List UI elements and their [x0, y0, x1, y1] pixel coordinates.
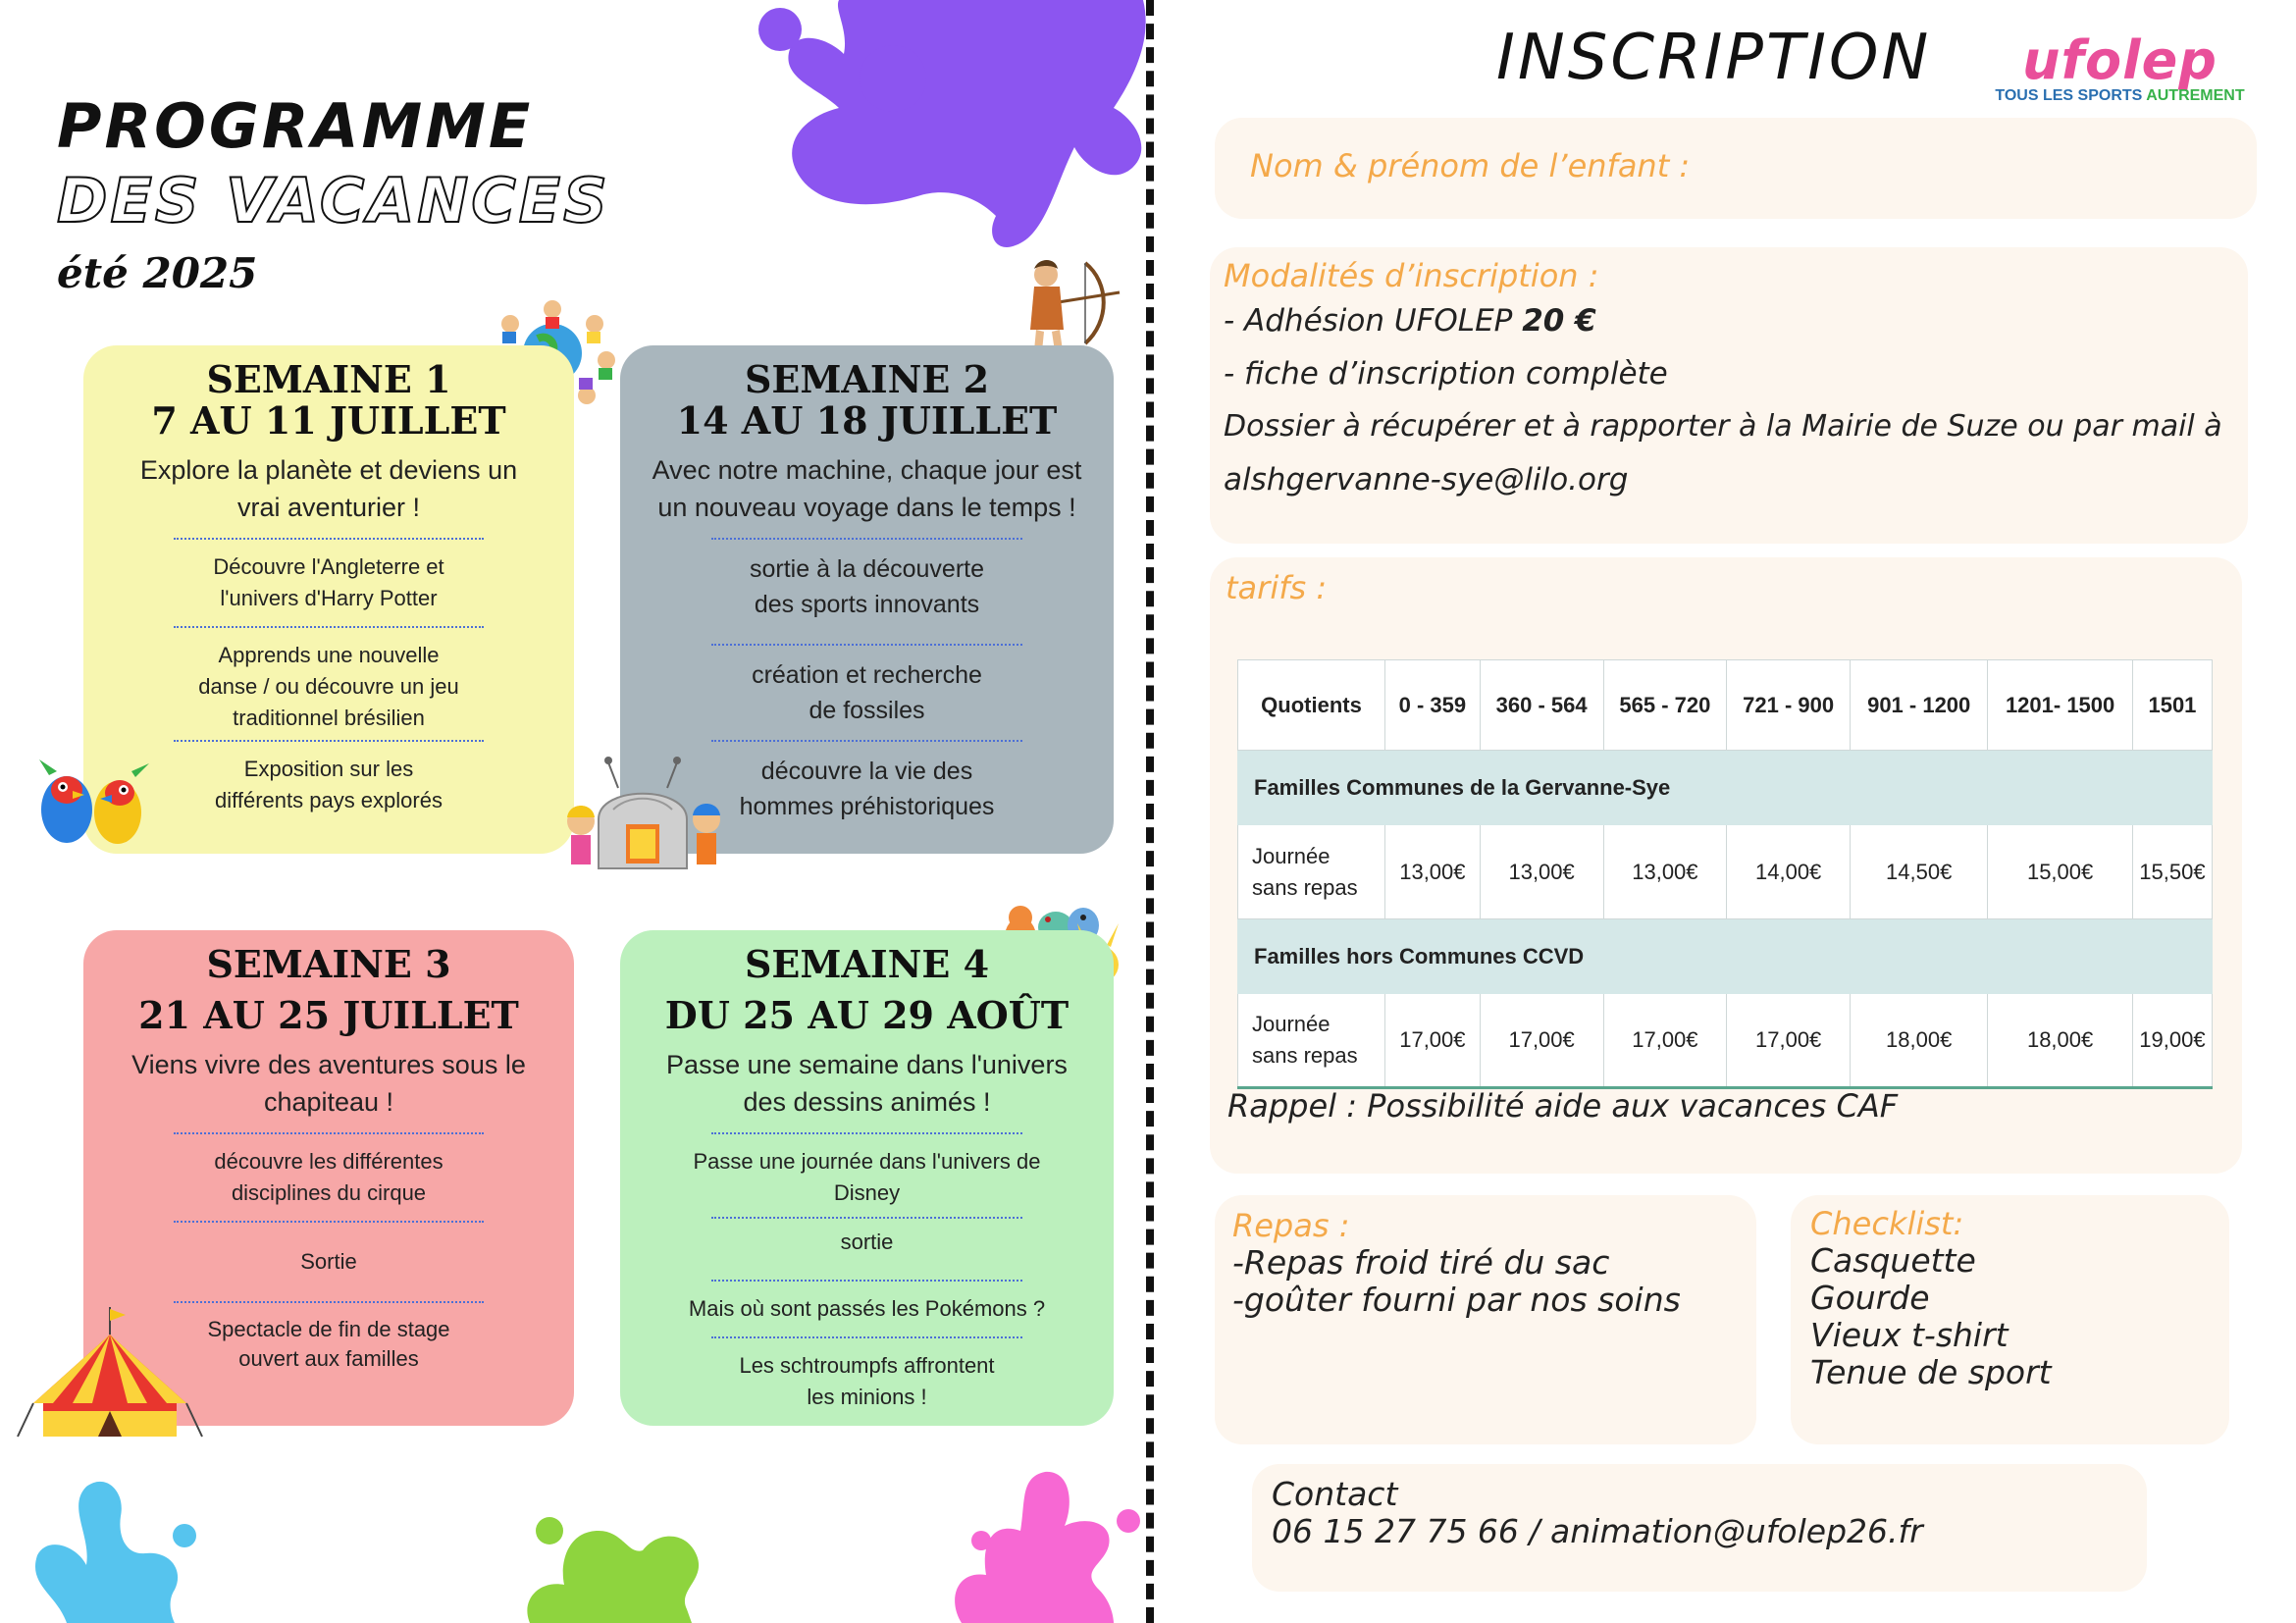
splash-blue-icon	[27, 1477, 214, 1623]
week-title: SEMAINE 2	[744, 357, 990, 401]
price-cell: 18,00€	[1851, 994, 1988, 1088]
week-dates: 14 AU 18 JUILLET	[676, 398, 1058, 443]
child-name-panel[interactable]	[1215, 118, 2257, 219]
separator	[711, 1280, 1023, 1282]
price-cell: 14,50€	[1851, 825, 1988, 919]
week-intro: Passe une semaine dans l'univers des dessins animés !	[666, 1050, 1068, 1117]
table-header-row	[1238, 660, 2213, 751]
group-name: Familles hors Communes CCVD	[1238, 919, 2213, 994]
row-label	[1238, 994, 1385, 1088]
adhesion-price: 20 €	[1522, 303, 1596, 339]
week-activity: découvre la vie des hommes préhistoriques	[739, 758, 995, 820]
price-cell: 17,00€	[1385, 994, 1481, 1088]
separator	[174, 626, 484, 628]
price-cell: 14,00€	[1727, 825, 1851, 919]
table-header: 1501	[2132, 660, 2212, 751]
contact-email-link[interactable]: alshgervanne-sye@lilo.org	[1224, 462, 1629, 497]
program-year: été 2025	[57, 249, 258, 297]
week-dates: DU 25 AU 29 AOÛT	[664, 993, 1070, 1037]
price-cell: 13,00€	[1480, 825, 1603, 919]
contact-label: Contact	[1272, 1475, 1398, 1513]
separator	[174, 1301, 484, 1303]
separator	[174, 538, 484, 540]
row-label	[1238, 825, 1385, 919]
week-activity: Spectacle de fin de stage ouvert aux familles	[207, 1317, 450, 1371]
week-title: SEMAINE 4	[744, 942, 990, 986]
separator	[711, 1336, 1023, 1338]
repas-line: -Repas froid tiré du sac	[1232, 1243, 1610, 1282]
tarifs-panel	[1210, 557, 2242, 1174]
checklist-item: Tenue de sport	[1810, 1353, 2052, 1391]
repas-panel	[1215, 1195, 1756, 1444]
table-header: 0 - 359	[1385, 660, 1481, 751]
modalites-line: - fiche d’inscription complète	[1224, 356, 1668, 392]
circus-tent-icon	[14, 1305, 206, 1442]
price-cell: 15,50€	[2132, 825, 2212, 919]
splash-green-icon	[510, 1492, 726, 1623]
table-group-row	[1238, 919, 2213, 994]
week-activity: Passe une journée dans l'univers de Disney	[693, 1149, 1041, 1205]
row-label-line: Journée	[1252, 1012, 1331, 1036]
week-activity: Découvre l'Angleterre et l'univers d'Harry Potter	[213, 554, 444, 610]
modalites-line: Dossier à récupérer et à rapporter à la Mairie de Suze ou par mail à	[1224, 409, 2222, 444]
price-cell: 17,00€	[1727, 994, 1851, 1088]
table-header: Quotients	[1238, 660, 1385, 751]
child-name-label: Nom & prénom de l’enfant :	[1250, 147, 1691, 184]
row-label-line: Journée	[1252, 843, 1331, 868]
week-card-1	[83, 345, 574, 854]
modalites-label: Modalités d’inscription :	[1224, 257, 1599, 294]
week-intro: Avec notre machine, chaque jour est un nouveau voyage dans le temps !	[652, 455, 1082, 522]
separator	[711, 538, 1023, 540]
price-cell: 15,00€	[1988, 825, 2133, 919]
week-activity: Les schtroumpfs affrontent les minions !	[739, 1353, 995, 1409]
adhesion-text: - Adhésion UFOLEP	[1224, 303, 1523, 339]
table-header: 360 - 564	[1480, 660, 1603, 751]
group-name: Familles Communes de la Gervanne-Sye	[1238, 751, 2213, 825]
logo-tagline-a: TOUS LES SPORTS	[1995, 87, 2143, 104]
separator	[711, 740, 1023, 742]
week-activity: Mais où sont passés les Pokémons ?	[688, 1296, 1046, 1321]
table-header: 721 - 900	[1727, 660, 1851, 751]
time-machine-icon	[559, 741, 726, 888]
week-intro: Explore la planète et deviens un vrai aventurier !	[139, 455, 518, 522]
table-group-row	[1238, 751, 2213, 825]
price-cell: 17,00€	[1603, 994, 1727, 1088]
checklist-item: Vieux t-shirt	[1810, 1316, 2009, 1354]
repas-label: Repas :	[1232, 1207, 1350, 1244]
modalites-panel	[1210, 247, 2248, 544]
price-cell: 17,00€	[1480, 994, 1603, 1088]
week-card-4	[620, 930, 1114, 1426]
checklist-item: Gourde	[1810, 1279, 1930, 1317]
row-label-line: sans repas	[1252, 874, 1358, 900]
splash-purple-icon	[721, 0, 1153, 265]
week-intro: Viens vivre des aventures sous le chapiteau !	[131, 1050, 526, 1117]
week-activity: sortie à la découverte des sports innovants	[749, 555, 985, 618]
table-header: 1201- 1500	[1988, 660, 2133, 751]
program-subtitle: DES VACANCES	[57, 165, 610, 236]
tarifs-label: tarifs :	[1226, 569, 1328, 606]
table-row	[1238, 825, 2213, 919]
separator	[174, 740, 484, 742]
price-cell: 19,00€	[2132, 994, 2212, 1088]
contact-line[interactable]: 06 15 27 75 66 / animation@ufolep26.fr	[1272, 1512, 1923, 1550]
ufolep-logo	[1980, 29, 2260, 105]
table-header: 901 - 1200	[1851, 660, 1988, 751]
week-dates: 21 AU 25 JUILLET	[138, 993, 519, 1037]
splash-pink-icon	[942, 1462, 1148, 1623]
repas-line: -goûter fourni par nos soins	[1232, 1281, 1681, 1319]
week-title: SEMAINE 3	[206, 942, 451, 986]
separator	[711, 1217, 1023, 1219]
price-cell: 13,00€	[1385, 825, 1481, 919]
parrots-icon	[29, 756, 157, 864]
checklist-label: Checklist:	[1810, 1205, 1964, 1242]
checklist-panel	[1791, 1195, 2229, 1444]
separator	[711, 1132, 1023, 1134]
separator	[711, 644, 1023, 646]
table-header: 565 - 720	[1603, 660, 1727, 751]
modalites-line	[1224, 294, 2234, 347]
tarifs-table	[1237, 659, 2213, 1089]
week-activity: Exposition sur les différents pays explorés	[215, 757, 443, 812]
week-activity: découvre les différentes disciplines du cirque	[214, 1149, 444, 1205]
price-cell: 18,00€	[1988, 994, 2133, 1088]
table-row	[1238, 994, 2213, 1088]
separator	[174, 1132, 484, 1134]
logo-word: ufolep	[2022, 29, 2218, 91]
week-activity: Sortie	[300, 1249, 357, 1274]
week-title: SEMAINE 1	[206, 357, 451, 401]
week-activity: sortie	[840, 1230, 894, 1254]
rappel-caf: Rappel : Possibilité aide aux vacances CAF	[1227, 1087, 1899, 1125]
week-activity: Apprends une nouvelle danse / ou découvre un jeu traditionnel brésilien	[198, 643, 459, 730]
week-activity: création et recherche de fossiles	[752, 661, 982, 724]
page-divider	[1146, 0, 1154, 1623]
row-label-line: sans repas	[1252, 1043, 1358, 1068]
inscription-title: INSCRIPTION	[1496, 22, 1932, 94]
price-cell: 13,00€	[1603, 825, 1727, 919]
program-title: PROGRAMME	[57, 90, 534, 162]
contact-panel	[1252, 1464, 2147, 1592]
checklist-item: Casquette	[1810, 1241, 1976, 1280]
logo-tagline	[1980, 87, 2260, 105]
week-dates: 7 AU 11 JUILLET	[151, 398, 506, 443]
logo-tagline-b: AUTREMENT	[2146, 87, 2245, 104]
separator	[174, 1221, 484, 1223]
